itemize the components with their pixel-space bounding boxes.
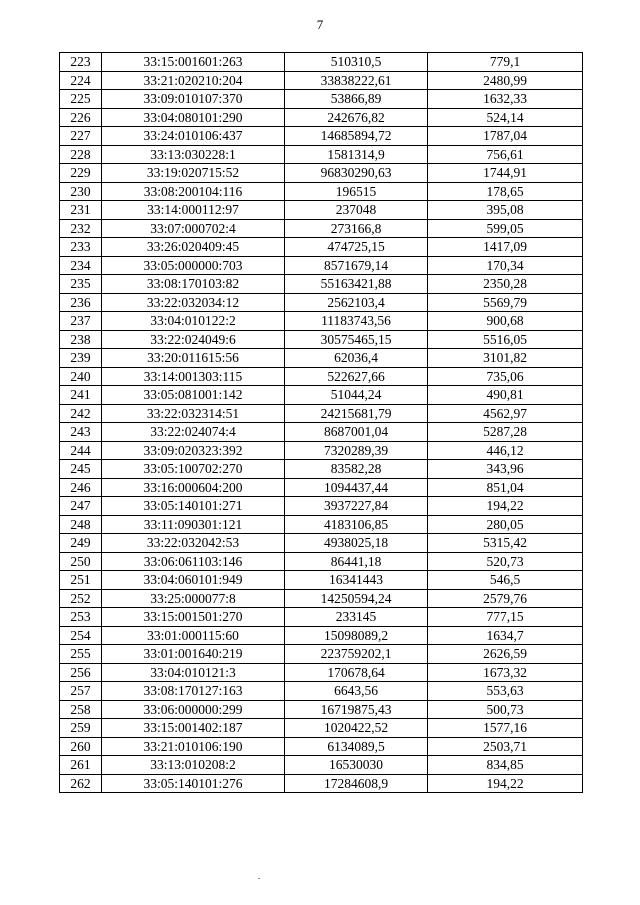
value-cell: 30575465,15 [285, 330, 428, 349]
value-cell: 14685894,72 [285, 127, 428, 146]
rate-cell: 2579,76 [428, 589, 583, 608]
row-number-cell: 227 [60, 127, 102, 146]
page-number: 7 [316, 17, 324, 32]
row-number-cell: 234 [60, 256, 102, 275]
cadastral-number-cell: 33:11:090301:121 [102, 515, 285, 534]
cadastral-number-cell: 33:05:140101:276 [102, 774, 285, 793]
value-cell: 8571679,14 [285, 256, 428, 275]
value-cell: 51044,24 [285, 386, 428, 405]
cadastral-number-cell: 33:14:000112:97 [102, 201, 285, 220]
cadastral-number-cell: 33:13:030228:1 [102, 145, 285, 164]
value-cell: 83582,28 [285, 460, 428, 479]
cadastral-number-cell: 33:05:140101:271 [102, 497, 285, 516]
value-cell: 7320289,39 [285, 441, 428, 460]
rate-cell: 1577,16 [428, 719, 583, 738]
row-number-cell: 230 [60, 182, 102, 201]
rate-cell: 2503,71 [428, 737, 583, 756]
row-number-cell: 223 [60, 53, 102, 72]
value-cell: 33838222,61 [285, 71, 428, 90]
value-cell: 55163421,88 [285, 275, 428, 294]
cadastral-number-cell: 33:05:081001:142 [102, 386, 285, 405]
rate-cell: 546,5 [428, 571, 583, 590]
value-cell: 6643,56 [285, 682, 428, 701]
table-row [60, 386, 583, 405]
rate-cell: 194,22 [428, 774, 583, 793]
table-row [60, 367, 583, 386]
rate-cell: 2350,28 [428, 275, 583, 294]
row-number-cell: 237 [60, 312, 102, 331]
value-cell: 8687001,04 [285, 423, 428, 442]
table-row [60, 164, 583, 183]
value-cell: 96830290,63 [285, 164, 428, 183]
row-number-cell: 244 [60, 441, 102, 460]
rate-cell: 1673,32 [428, 663, 583, 682]
cadastral-number-cell: 33:24:010106:437 [102, 127, 285, 146]
value-cell: 6134089,5 [285, 737, 428, 756]
data-table [59, 52, 583, 793]
rate-cell: 1632,33 [428, 90, 583, 109]
cadastral-number-cell: 33:04:010121:3 [102, 663, 285, 682]
row-number-cell: 235 [60, 275, 102, 294]
cadastral-number-cell: 33:15:001402:187 [102, 719, 285, 738]
row-number-cell: 260 [60, 737, 102, 756]
rate-cell: 170,34 [428, 256, 583, 275]
table-row [60, 608, 583, 627]
table-row [60, 145, 583, 164]
row-number-cell: 224 [60, 71, 102, 90]
value-cell: 14250594,24 [285, 589, 428, 608]
cadastral-number-cell: 33:16:000604:200 [102, 478, 285, 497]
rate-cell: 2480,99 [428, 71, 583, 90]
value-cell: 4938025,18 [285, 534, 428, 553]
value-cell: 16530030 [285, 756, 428, 775]
cadastral-number-cell: 33:05:000000:703 [102, 256, 285, 275]
cadastral-number-cell: 33:19:020715:52 [102, 164, 285, 183]
rate-cell: 1744,91 [428, 164, 583, 183]
row-number-cell: 233 [60, 238, 102, 257]
value-cell: 1581314,9 [285, 145, 428, 164]
rate-cell: 2626,59 [428, 645, 583, 664]
row-number-cell: 242 [60, 404, 102, 423]
value-cell: 16341443 [285, 571, 428, 590]
table-row [60, 663, 583, 682]
row-number-cell: 248 [60, 515, 102, 534]
value-cell: 17284608,9 [285, 774, 428, 793]
table-row [60, 312, 583, 331]
row-number-cell: 225 [60, 90, 102, 109]
cadastral-number-cell: 33:22:024074:4 [102, 423, 285, 442]
rate-cell: 500,73 [428, 700, 583, 719]
value-cell: 4183106,85 [285, 515, 428, 534]
row-number-cell: 231 [60, 201, 102, 220]
table-row [60, 53, 583, 72]
value-cell: 196515 [285, 182, 428, 201]
table-row [60, 441, 583, 460]
cadastral-number-cell: 33:22:024049:6 [102, 330, 285, 349]
row-number-cell: 254 [60, 626, 102, 645]
rate-cell: 4562,97 [428, 404, 583, 423]
row-number-cell: 246 [60, 478, 102, 497]
value-cell: 237048 [285, 201, 428, 220]
rate-cell: 5569,79 [428, 293, 583, 312]
value-cell: 24215681,79 [285, 404, 428, 423]
table-row [60, 349, 583, 368]
value-cell: 522627,66 [285, 367, 428, 386]
table-row [60, 238, 583, 257]
rate-cell: 5287,28 [428, 423, 583, 442]
value-cell: 170678,64 [285, 663, 428, 682]
value-cell: 1020422,52 [285, 719, 428, 738]
cadastral-number-cell: 33:20:011615:56 [102, 349, 285, 368]
cadastral-number-cell: 33:21:010106:190 [102, 737, 285, 756]
cadastral-number-cell: 33:07:000702:4 [102, 219, 285, 238]
row-number-cell: 229 [60, 164, 102, 183]
cadastral-number-cell: 33:22:032314:51 [102, 404, 285, 423]
table-row [60, 330, 583, 349]
rate-cell: 1634,7 [428, 626, 583, 645]
cadastral-number-cell: 33:08:200104:116 [102, 182, 285, 201]
value-cell: 242676,82 [285, 108, 428, 127]
value-cell: 474725,15 [285, 238, 428, 257]
rate-cell: 5516,05 [428, 330, 583, 349]
rate-cell: 524,14 [428, 108, 583, 127]
row-number-cell: 252 [60, 589, 102, 608]
table-row [60, 515, 583, 534]
table-row [60, 719, 583, 738]
rate-cell: 851,04 [428, 478, 583, 497]
rate-cell: 5315,42 [428, 534, 583, 553]
row-number-cell: 236 [60, 293, 102, 312]
table-row [60, 404, 583, 423]
value-cell: 53866,89 [285, 90, 428, 109]
rate-cell: 280,05 [428, 515, 583, 534]
table-row [60, 275, 583, 294]
table-row [60, 589, 583, 608]
row-number-cell: 239 [60, 349, 102, 368]
table-row [60, 534, 583, 553]
cadastral-number-cell: 33:09:020323:392 [102, 441, 285, 460]
rate-cell: 3101,82 [428, 349, 583, 368]
table-row [60, 552, 583, 571]
cadastral-number-cell: 33:22:032042:53 [102, 534, 285, 553]
table-row [60, 256, 583, 275]
rate-cell: 178,65 [428, 182, 583, 201]
table-row [60, 645, 583, 664]
table-row [60, 293, 583, 312]
row-number-cell: 258 [60, 700, 102, 719]
table-row [60, 497, 583, 516]
row-number-cell: 256 [60, 663, 102, 682]
table-row [60, 201, 583, 220]
value-cell: 2562103,4 [285, 293, 428, 312]
rate-cell: 520,73 [428, 552, 583, 571]
row-number-cell: 232 [60, 219, 102, 238]
cadastral-number-cell: 33:01:001640:219 [102, 645, 285, 664]
table-row [60, 182, 583, 201]
value-cell: 273166,8 [285, 219, 428, 238]
value-cell: 15098089,2 [285, 626, 428, 645]
value-cell: 233145 [285, 608, 428, 627]
row-number-cell: 257 [60, 682, 102, 701]
row-number-cell: 249 [60, 534, 102, 553]
table-row [60, 108, 583, 127]
rate-cell: 395,08 [428, 201, 583, 220]
value-cell: 223759202,1 [285, 645, 428, 664]
cadastral-number-cell: 33:04:060101:949 [102, 571, 285, 590]
row-number-cell: 228 [60, 145, 102, 164]
value-cell: 11183743,56 [285, 312, 428, 331]
rate-cell: 1417,09 [428, 238, 583, 257]
rate-cell: 194,22 [428, 497, 583, 516]
cadastral-number-cell: 33:15:001601:263 [102, 53, 285, 72]
value-cell: 62036,4 [285, 349, 428, 368]
cadastral-number-cell: 33:08:170103:82 [102, 275, 285, 294]
cadastral-number-cell: 33:09:010107:370 [102, 90, 285, 109]
row-number-cell: 262 [60, 774, 102, 793]
cadastral-number-cell: 33:04:080101:290 [102, 108, 285, 127]
row-number-cell: 250 [60, 552, 102, 571]
rate-cell: 446,12 [428, 441, 583, 460]
table-row [60, 71, 583, 90]
rate-cell: 834,85 [428, 756, 583, 775]
table-row [60, 90, 583, 109]
value-cell: 16719875,43 [285, 700, 428, 719]
rate-cell: 756,61 [428, 145, 583, 164]
cadastral-number-cell: 33:14:001303:115 [102, 367, 285, 386]
table-row [60, 626, 583, 645]
rate-cell: 1787,04 [428, 127, 583, 146]
value-cell: 1094437,44 [285, 478, 428, 497]
cadastral-number-cell: 33:06:061103:146 [102, 552, 285, 571]
table-row [60, 737, 583, 756]
rate-cell: 599,05 [428, 219, 583, 238]
cadastral-number-cell: 33:25:000077:8 [102, 589, 285, 608]
table-body [60, 53, 583, 793]
row-number-cell: 255 [60, 645, 102, 664]
cadastral-number-cell: 33:04:010122:2 [102, 312, 285, 331]
cadastral-number-cell: 33:06:000000:299 [102, 700, 285, 719]
rate-cell: 490,81 [428, 386, 583, 405]
cadastral-number-cell: 33:01:000115:60 [102, 626, 285, 645]
cadastral-number-cell: 33:13:010208:2 [102, 756, 285, 775]
cadastral-number-cell: 33:26:020409:45 [102, 238, 285, 257]
rate-cell: 343,96 [428, 460, 583, 479]
row-number-cell: 226 [60, 108, 102, 127]
cadastral-number-cell: 33:05:100702:270 [102, 460, 285, 479]
value-cell: 510310,5 [285, 53, 428, 72]
value-cell: 86441,18 [285, 552, 428, 571]
table-row [60, 478, 583, 497]
row-number-cell: 253 [60, 608, 102, 627]
table-row [60, 774, 583, 793]
row-number-cell: 243 [60, 423, 102, 442]
cadastral-number-cell: 33:21:020210:204 [102, 71, 285, 90]
table-row [60, 756, 583, 775]
cadastral-number-cell: 33:15:001501:270 [102, 608, 285, 627]
row-number-cell: 240 [60, 367, 102, 386]
table-row [60, 682, 583, 701]
table-row [60, 219, 583, 238]
row-number-cell: 261 [60, 756, 102, 775]
scan-speck [258, 878, 260, 879]
rate-cell: 777,15 [428, 608, 583, 627]
data-table-container [59, 52, 583, 793]
cadastral-number-cell: 33:22:032034:12 [102, 293, 285, 312]
value-cell: 3937227,84 [285, 497, 428, 516]
row-number-cell: 238 [60, 330, 102, 349]
cadastral-number-cell: 33:08:170127:163 [102, 682, 285, 701]
table-row [60, 571, 583, 590]
rate-cell: 735,06 [428, 367, 583, 386]
table-row [60, 460, 583, 479]
rate-cell: 900,68 [428, 312, 583, 331]
row-number-cell: 259 [60, 719, 102, 738]
row-number-cell: 251 [60, 571, 102, 590]
rate-cell: 779,1 [428, 53, 583, 72]
table-row [60, 127, 583, 146]
row-number-cell: 245 [60, 460, 102, 479]
row-number-cell: 241 [60, 386, 102, 405]
table-row [60, 700, 583, 719]
table-row [60, 423, 583, 442]
row-number-cell: 247 [60, 497, 102, 516]
rate-cell: 553,63 [428, 682, 583, 701]
